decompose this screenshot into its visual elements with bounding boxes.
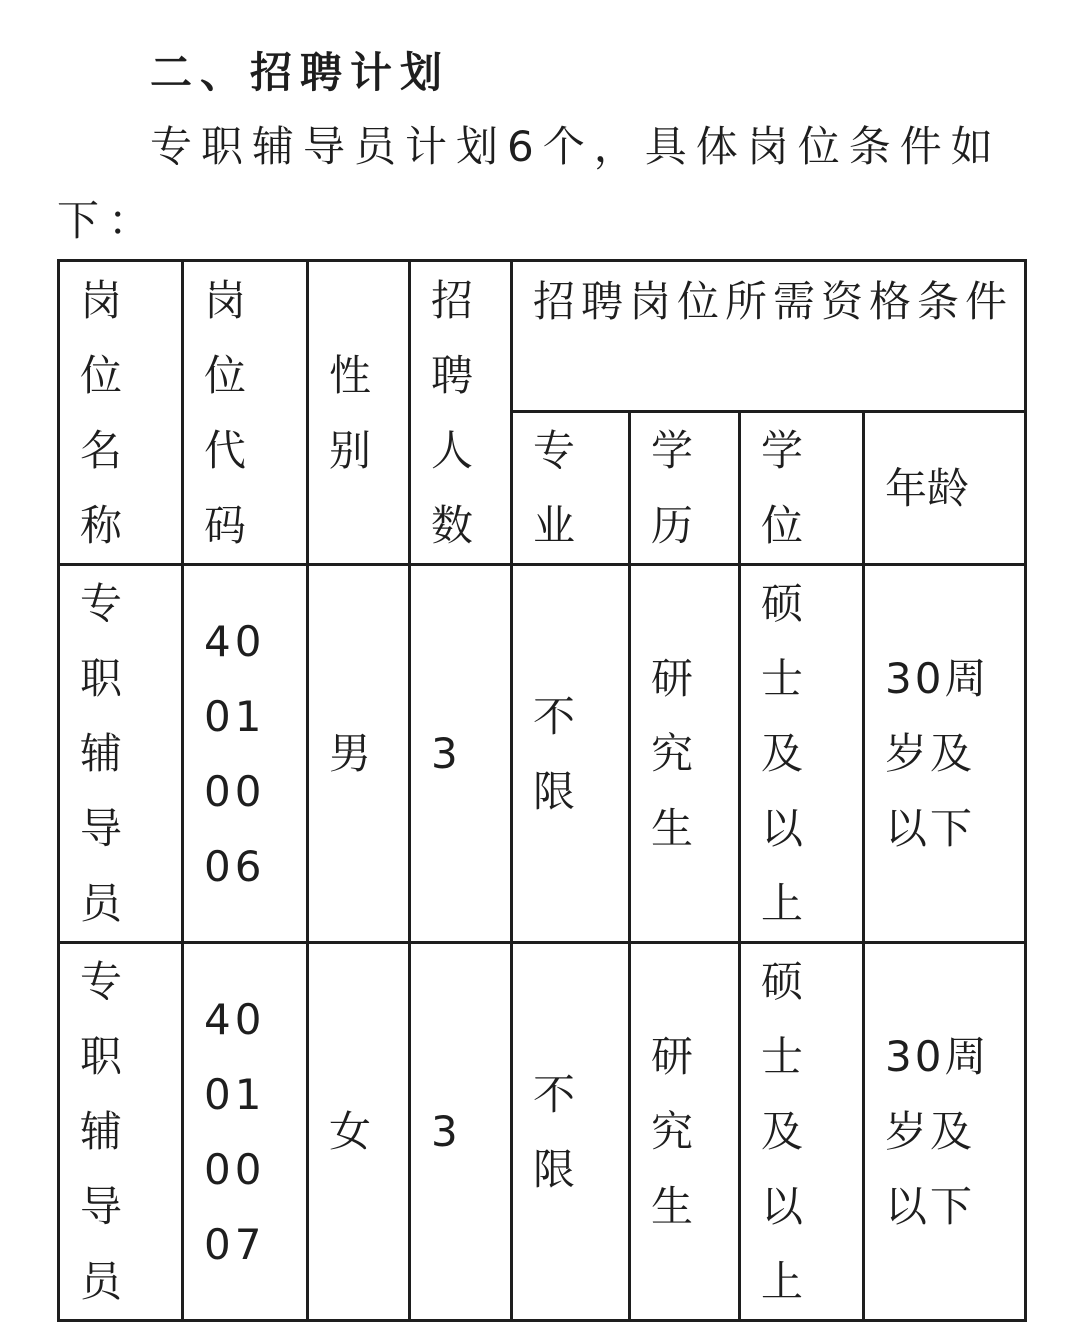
cell-degree: 硕士及以上 — [740, 565, 864, 943]
cell-post-name: 专职辅导员 — [59, 943, 183, 1321]
cell-gender: 男 — [308, 565, 410, 943]
cell-education: 研究生 — [630, 565, 740, 943]
cell-degree: 硕士及以上 — [740, 943, 864, 1321]
header-education: 学历 — [630, 412, 740, 565]
header-post-code: 岗位代码 — [183, 261, 308, 565]
cell-count: 3 — [410, 565, 512, 943]
cell-education: 研究生 — [630, 943, 740, 1321]
recruitment-table — [57, 259, 1027, 1322]
header-count: 招聘人数 — [410, 261, 512, 565]
cell-age: 30周岁及以下 — [864, 565, 1026, 943]
header-major: 专业 — [512, 412, 630, 565]
cell-post-code: 40010007 — [183, 943, 308, 1321]
header-post-name: 岗位名称 — [59, 261, 183, 565]
intro-paragraph: 专职辅导员计划6个，具体岗位条件如下： — [57, 122, 1002, 245]
cell-major: 不限 — [512, 943, 630, 1321]
cell-age: 30周岁及以下 — [864, 943, 1026, 1321]
section-heading: 二、招聘计划 — [150, 48, 451, 97]
cell-major: 不限 — [512, 565, 630, 943]
header-requirements: 招聘岗位所需资格条件 — [512, 261, 1026, 412]
cell-post-name: 专职辅导员 — [59, 565, 183, 943]
cell-gender: 女 — [308, 943, 410, 1321]
header-row — [59, 261, 1026, 412]
header-degree: 学位 — [740, 412, 864, 565]
header-gender: 性别 — [308, 261, 410, 565]
cell-post-code: 40010006 — [183, 565, 308, 943]
cell-count: 3 — [410, 943, 512, 1321]
table-row — [59, 565, 1026, 943]
header-age: 年龄 — [864, 412, 1026, 565]
table-row — [59, 943, 1026, 1321]
